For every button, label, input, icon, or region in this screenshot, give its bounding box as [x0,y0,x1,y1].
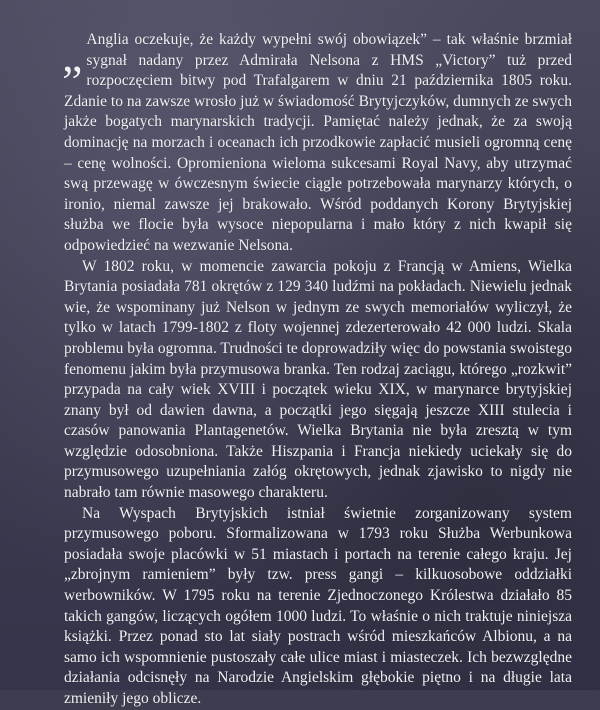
blurb-text [64,30,572,710]
paragraph-1 [64,30,572,257]
paragraph-1-text: Anglia oczekuje, że każdy wypełni swój obowiązek” – tak właśnie brzmiał sygnał nadany przez Admirała Nelsona z HMS „Victory” tuż przed rozpoczęciem bitwy pod Trafalgarem w dniu 21 października 1805 roku. Zdanie to na zawsze wrosło już w świadomość Brytyjczyków, dumnych ze swych jakże bogatych marynarskich tradycji. Pamiętać należy jednak, że za swoją dominację na morzach i oceanach ich przodkowie zapłacić musieli ogromną cenę – cenę wolności. Opromieniona wieloma sukcesami Royal Navy, aby utrzymać swą przewagę w ówczesnym świecie ciągle potrzebowała marynarzy których, o ironio, niemal zawsze jej brakowało. Wśród poddanych Korony Brytyjskiej służba we flocie była wysoce niepopularna i mało który z nich kwapił się odpowiedzieć na wezwanie Nelsona. [64,31,572,254]
paragraph-3: Na Wyspach Brytyjskich istniał świetnie zorganizowany system przymusowego poboru. Sformalizowana w 1793 roku Służba Werbunkowa posiadała swoje placówki w 51 miastach i portach na terenie całego kraju. Jej „zbrojnym ramieniem” były tzw. press gangi – kilkuosobowe oddziałki werbowników. W 1795 roku na terenie Zjednoczonego Królestwa działało 85 takich gangów, liczących ogółem 1000 ludzi. To właśnie o nich traktuje niniejsza książki. Przez ponad sto lat siały postrach wśród mieszkańców Albionu, a na samo ich wspomnienie pustoszały całe ulice miast i miasteczek. Ich bezwzględne działania odcisnęły na Narodzie Angielskim głębokie piętno i na długie lata zmieniły jego oblicze. [64,504,572,707]
paragraph-2: W 1802 roku, w momencie zawarcia pokoju z Francją w Amiens, Wielka Brytania posiadała 781 okrętów z 129 340 ludźmi na pokładach. Niewielu jednak wie, że wspominany już Nelson w jednym ze swych memoriałów wyliczył, że tylko w latach 1799-1802 z floty wojennej zdezerterowało 42 000 ludzi. Skala problemu była ogromna. Trudności te doprowadziły więc do powstania swoistego fenomenu jakim była przymusowa branka. Ten rodzaj zaciągu, którego „rozkwit” przypada na cały wiek XVIII i początek wieku XIX, w marynarce brytyjskiej znany był od dawien dawna, a początki jego sięgają jeszcze XIII stulecia i czasów panowania Plantagenetów. Wielka Brytania nie była zresztą w tym względzie odosobniona. Także Hiszpania i Francja niekiedy uciekały się do przymusowego uzupełniania załóg okrętowych, jednak zjawisko to nigdy nie nabrało tam równie masowego charakteru. [64,257,572,502]
opening-quote-mark: „ [62,30,83,81]
